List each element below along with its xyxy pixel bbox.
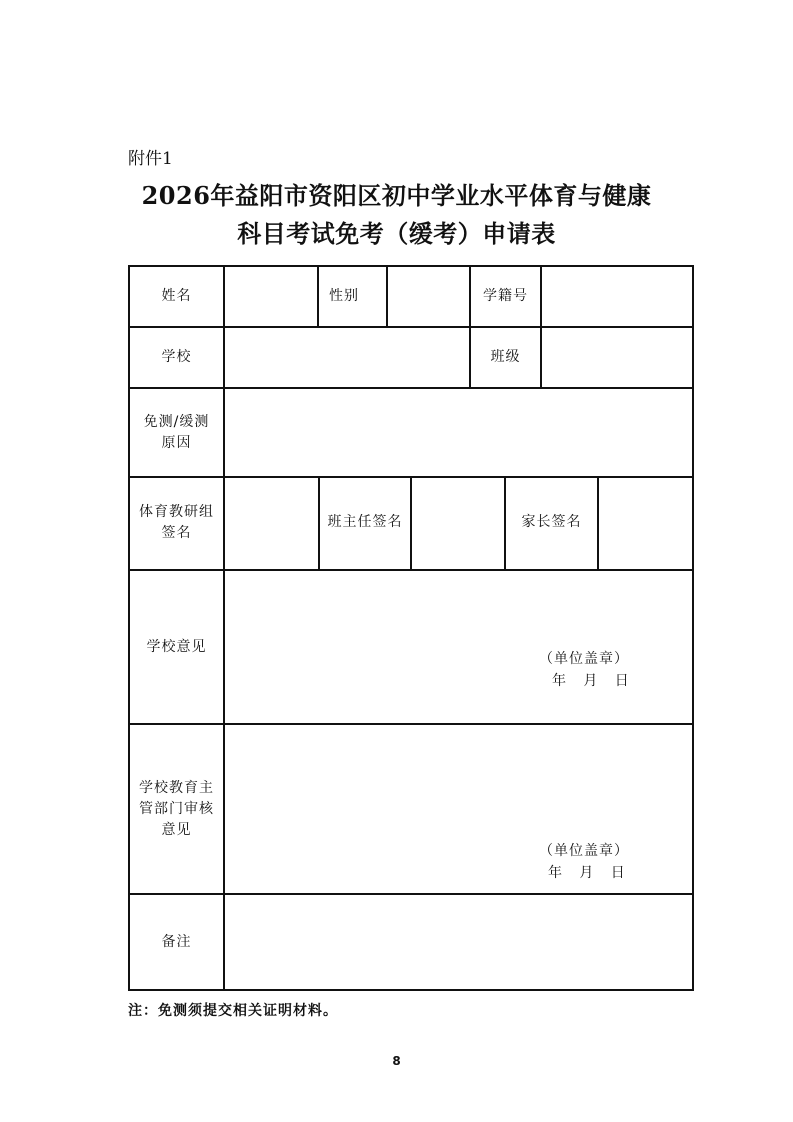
pe-group-label-line-2: 签名 bbox=[161, 525, 192, 541]
gender-field[interactable] bbox=[388, 267, 469, 326]
parent-signature-field[interactable] bbox=[599, 478, 692, 569]
school-label: 学校 bbox=[161, 349, 192, 365]
gender-label: 性别 bbox=[329, 288, 359, 304]
pe-group-signature-field[interactable] bbox=[225, 478, 318, 569]
class-label: 班级 bbox=[490, 349, 521, 365]
school-opinion-date: 年 月 日 bbox=[552, 673, 630, 689]
school-opinion-label: 学校意见 bbox=[146, 638, 207, 655]
pe-group-label-line-1: 体育教研组 bbox=[139, 504, 214, 520]
authority-opinion-label bbox=[130, 725, 223, 893]
reason-label-line-2: 原因 bbox=[161, 434, 192, 451]
name-label: 姓名 bbox=[161, 288, 192, 304]
authority-opinion-seal: （单位盖章） bbox=[539, 843, 629, 859]
remarks-label: 备注 bbox=[161, 933, 192, 950]
attachment-label: 附件1 bbox=[128, 149, 173, 169]
title-line-1: 2026年益阳市资阳区初中学业水平体育与健康 bbox=[141, 181, 652, 210]
school-opinion-field[interactable] bbox=[225, 571, 692, 723]
student-id-label: 学籍号 bbox=[483, 288, 528, 304]
authority-label-line-1: 学校教育主 bbox=[139, 779, 214, 796]
reason-label bbox=[130, 389, 223, 476]
authority-label-line-2: 管部门审核 bbox=[139, 800, 214, 817]
authority-label-line-3: 意见 bbox=[161, 821, 192, 838]
class-field[interactable] bbox=[542, 328, 692, 387]
title-line-2: 科目考试免考（缓考）申请表 bbox=[237, 219, 556, 248]
teacher-signature-label: 班主任签名 bbox=[327, 514, 403, 530]
school-opinion-seal: （单位盖章） bbox=[539, 651, 629, 667]
footnote: 注：免测须提交相关证明材料。 bbox=[128, 1003, 338, 1019]
teacher-signature-field[interactable] bbox=[412, 478, 504, 569]
authority-opinion-date: 年 月 日 bbox=[548, 865, 626, 881]
school-field[interactable] bbox=[225, 328, 469, 387]
remarks-field[interactable] bbox=[225, 895, 692, 989]
reason-field[interactable] bbox=[225, 389, 692, 476]
application-form-table bbox=[128, 265, 694, 991]
reason-label-line-1: 免测/缓测 bbox=[143, 413, 210, 430]
page-number: 8 bbox=[392, 1054, 401, 1068]
pe-group-signature-label bbox=[130, 478, 223, 569]
name-field[interactable] bbox=[225, 267, 317, 326]
student-id-field[interactable] bbox=[542, 267, 692, 326]
parent-signature-label: 家长签名 bbox=[521, 514, 582, 530]
